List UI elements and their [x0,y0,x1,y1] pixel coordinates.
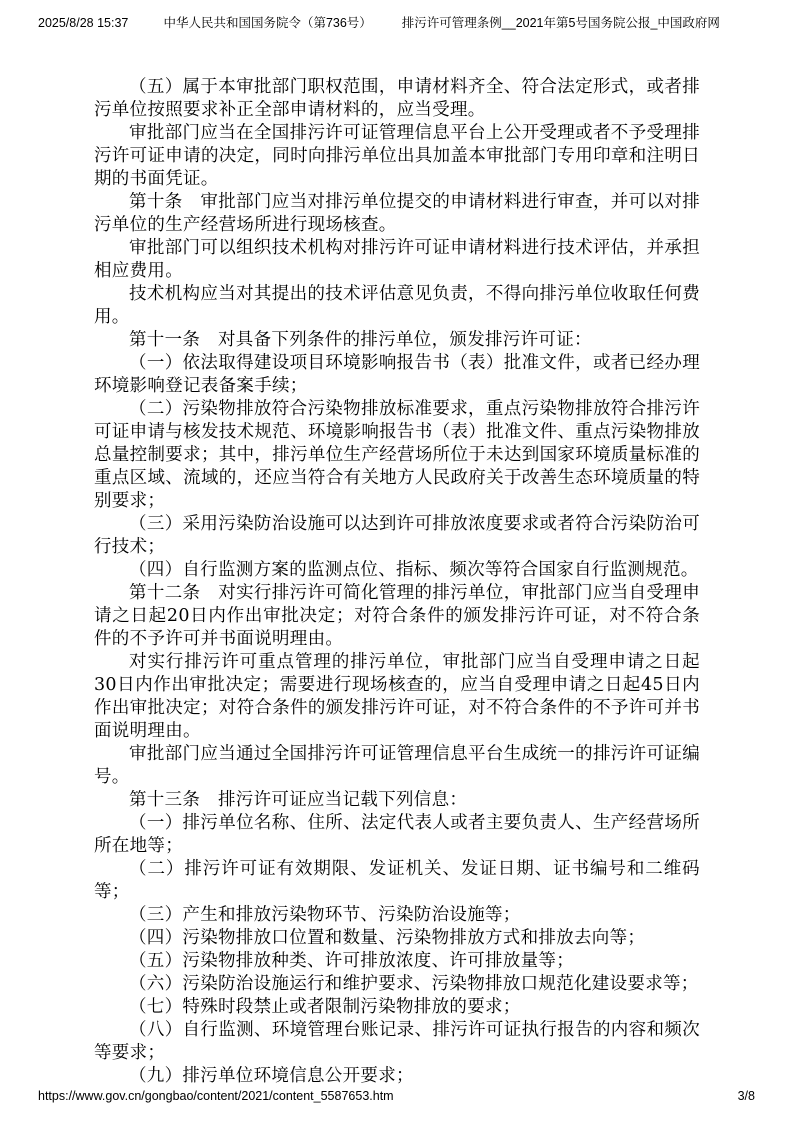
paragraph-article13-item2: （二）排污许可证有效期限、发证机关、发证日期、证书编号和二维码等； [94,859,700,902]
print-header [38,16,755,31]
paragraph-article11-item2: （二）污染物排放符合污染物排放标准要求，重点污染物排放符合排污许可证申请与核发技术规范、环境影响报告书（表）批准文件、重点污染物排放总量控制要求；其中，排污单位生产经营场所位于未达到国家环境质量标准的重点区域、流域的，还应当符合有关地方人民政府关于改善生态环境质量的特别要求； [94,399,700,511]
paragraph-article11-item3: （三）采用污染防治设施可以达到许可排放浓度要求或者符合污染防治可行技术； [94,514,700,557]
paragraph-article10-3: 技术机构应当对其提出的技术评估意见负责，不得向排污单位收取任何费用。 [94,284,700,327]
paragraph-article13-item6: （六）污染防治设施运行和维护要求、污染物排放口规范化建设要求等； [129,974,699,994]
paragraph-item5: （五）属于本审批部门职权范围，申请材料齐全、符合法定形式，或者排污单位按照要求补正全部申请材料的，应当受理。 [94,77,700,120]
document-body [94,76,700,1088]
paragraph-article10-2: 审批部门可以组织技术机构对排污许可证申请材料进行技术评估，并承担相应费用。 [94,238,700,281]
print-footer [38,1089,755,1104]
paragraph-article10: 第十条 审批部门应当对排污单位提交的申请材料进行审查，并可以对排污单位的生产经营场所进行现场核查。 [94,192,700,235]
paragraph-article13-item8: （八）自行监测、环境管理台账记录、排污许可证执行报告的内容和频次等要求； [94,1020,700,1063]
paragraph-article12-3: 审批部门应当通过全国排污许可证管理信息平台生成统一的排污许可证编号。 [94,744,700,787]
source-url: https://www.gov.cn/gongbao/content/2021/content_5587653.htm [38,1089,394,1103]
paragraph-article13-item3: （三）产生和排放污染物环节、污染防治设施等； [129,905,521,925]
paragraph-article13-item9: （九）排污单位环境信息公开要求； [129,1066,414,1086]
document-title-part2: 排污许可管理条例__2021年第5号国务院公报_中国政府网 [401,16,720,30]
paragraph-article11: 第十一条 对具备下列条件的排污单位，颁发排污许可证： [129,330,592,350]
paragraph-article11-item4: （四）自行监测方案的监测点位、指标、频次等符合国家自行监测规范。 [129,560,699,580]
paragraph-article13-item1: （一）排污单位名称、住所、法定代表人或者主要负责人、生产经营场所所在地等； [94,813,700,856]
document-title [128,16,755,31]
paragraph-article12: 第十二条 对实行排污许可简化管理的排污单位，审批部门应当自受理申请之日起20日内作出审批决定；对符合条件的颁发排污许可证，对不符合条件的不予许可并书面说明理由。 [94,583,700,649]
document-title-part1: 中华人民共和国国务院令（第736号） [163,16,372,30]
paragraph-article13-item7: （七）特殊时段禁止或者限制污染物排放的要求； [129,997,521,1017]
paragraph-article11-item1: （一）依法取得建设项目环境影响报告书（表）批准文件，或者已经办理环境影响登记表备案手续； [94,353,700,396]
paragraph-article12-2: 对实行排污许可重点管理的排污单位，审批部门应当自受理申请之日起30日内作出审批决定；需要进行现场核查的，应当自受理申请之日起45日内作出审批决定；对符合条件的颁发排污许可证，对不符合条件的不予许可并书面说明理由。 [94,652,700,741]
paragraph-article13: 第十三条 排污许可证应当记载下列信息： [129,790,468,810]
paragraph-platform-notice: 审批部门应当在全国排污许可证管理信息平台上公开受理或者不予受理排污许可证申请的决定，同时向排污单位出具加盖本审批部门专用印章和注明日期的书面凭证。 [94,123,700,189]
paragraph-article13-item5: （五）污染物排放种类、许可排放浓度、许可排放量等； [129,951,574,971]
page-number: 3/8 [737,1089,755,1103]
print-datetime: 2025/8/28 15:37 [38,16,129,30]
paragraph-article13-item4: （四）污染物排放口位置和数量、污染物排放方式和排放去向等； [129,928,646,948]
